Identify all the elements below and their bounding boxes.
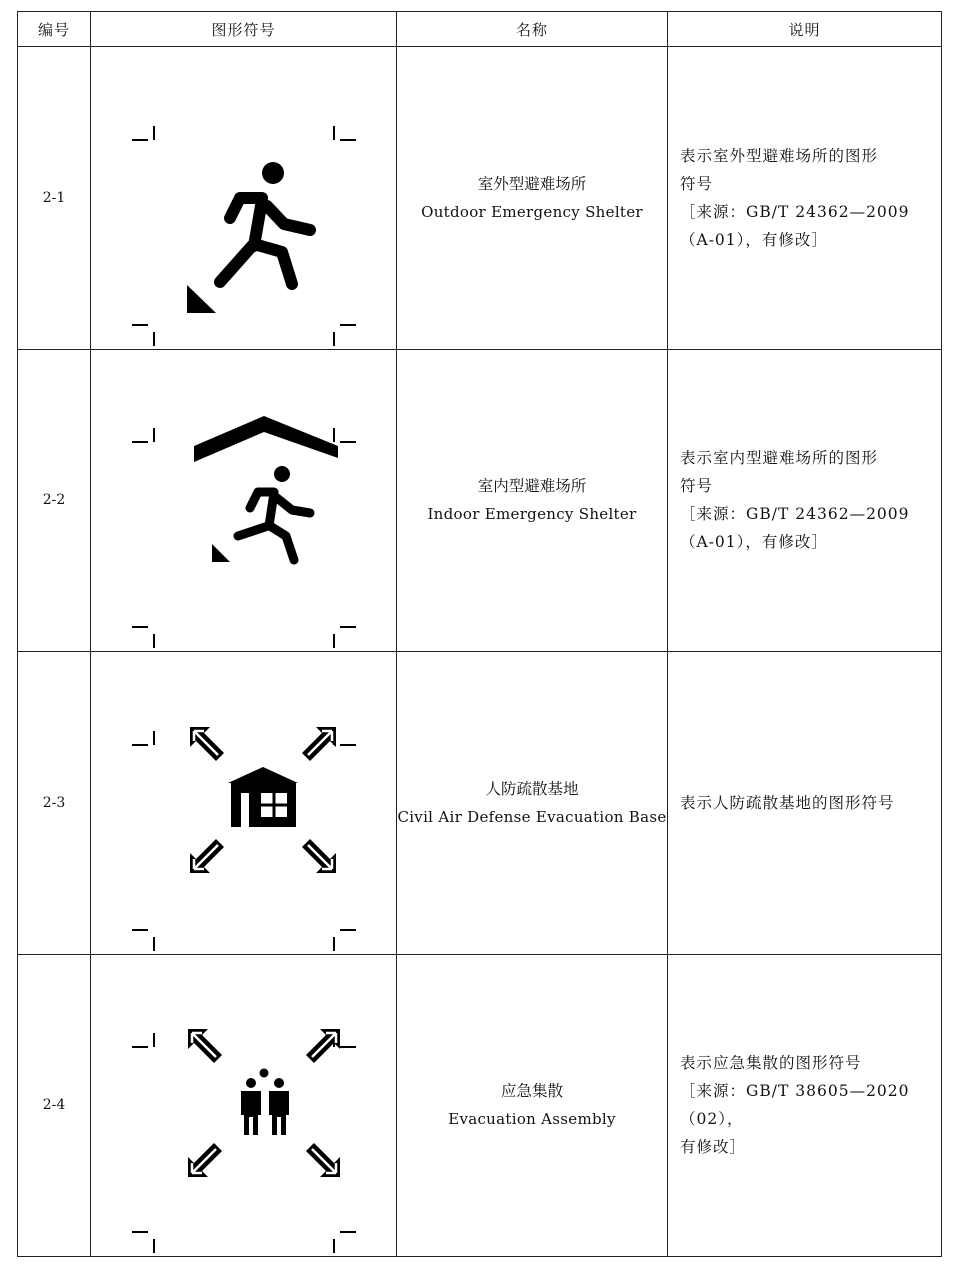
desc-line: 符号 — [680, 174, 714, 193]
desc-cell — [668, 652, 942, 955]
name-cell — [397, 47, 668, 350]
row-id: 2-3 — [18, 652, 91, 955]
header-name: 名称 — [397, 12, 668, 47]
desc-line: ［来源：GB/T 24362—2009 — [680, 202, 910, 221]
row-id: 2-4 — [18, 954, 91, 1257]
symbol-table — [17, 11, 942, 1257]
desc-line: 表示应急集散的图形符号 — [680, 1054, 862, 1073]
symbol-cell — [91, 652, 397, 955]
indoor-running-person-roof-icon — [112, 350, 376, 650]
desc-cell — [668, 954, 942, 1257]
name-en: Outdoor Emergency Shelter — [421, 202, 643, 221]
desc-line: 表示室外型避难场所的图形 — [680, 146, 879, 165]
name-zh: 室内型避难场所 — [477, 477, 587, 496]
desc-line: 表示人防疏散基地的图形符号 — [680, 793, 895, 812]
header-id: 编号 — [18, 12, 91, 47]
table-row — [18, 954, 942, 1257]
name-en: Civil Air Defense Evacuation Base — [397, 807, 667, 826]
name-zh: 人防疏散基地 — [485, 779, 579, 798]
table-row — [18, 652, 942, 955]
table-row — [18, 349, 942, 652]
table-header-row — [18, 12, 942, 47]
name-en: Evacuation Assembly — [448, 1110, 616, 1129]
name-cell — [397, 954, 668, 1257]
table-row — [18, 47, 942, 350]
house-four-arrows-icon — [112, 653, 376, 953]
header-symbol: 图形符号 — [91, 12, 397, 47]
name-zh: 室外型避难场所 — [477, 174, 587, 193]
name-cell — [397, 652, 668, 955]
desc-line: 表示室内型避难场所的图形 — [680, 449, 879, 468]
symbol-cell — [91, 954, 397, 1257]
people-four-arrows-icon — [112, 955, 376, 1255]
outdoor-running-person-icon — [112, 48, 376, 348]
name-cell — [397, 349, 668, 652]
row-id: 2-2 — [18, 349, 91, 652]
desc-line: 符号 — [680, 477, 714, 496]
desc-cell — [668, 47, 942, 350]
desc-line: （A-01），有修改］ — [680, 230, 828, 249]
desc-line: 有修改］ — [680, 1138, 747, 1157]
desc-line: ［来源：GB/T 24362—2009 — [680, 505, 910, 524]
name-zh: 应急集散 — [500, 1082, 563, 1101]
name-en: Indoor Emergency Shelter — [427, 505, 637, 524]
symbol-cell — [91, 349, 397, 652]
desc-line: ［来源：GB/T 38605—2020（02）， — [680, 1082, 910, 1129]
symbol-cell — [91, 47, 397, 350]
header-desc: 说明 — [668, 12, 942, 47]
desc-cell — [668, 349, 942, 652]
row-id: 2-1 — [18, 47, 91, 350]
desc-line: （A-01），有修改］ — [680, 533, 828, 552]
